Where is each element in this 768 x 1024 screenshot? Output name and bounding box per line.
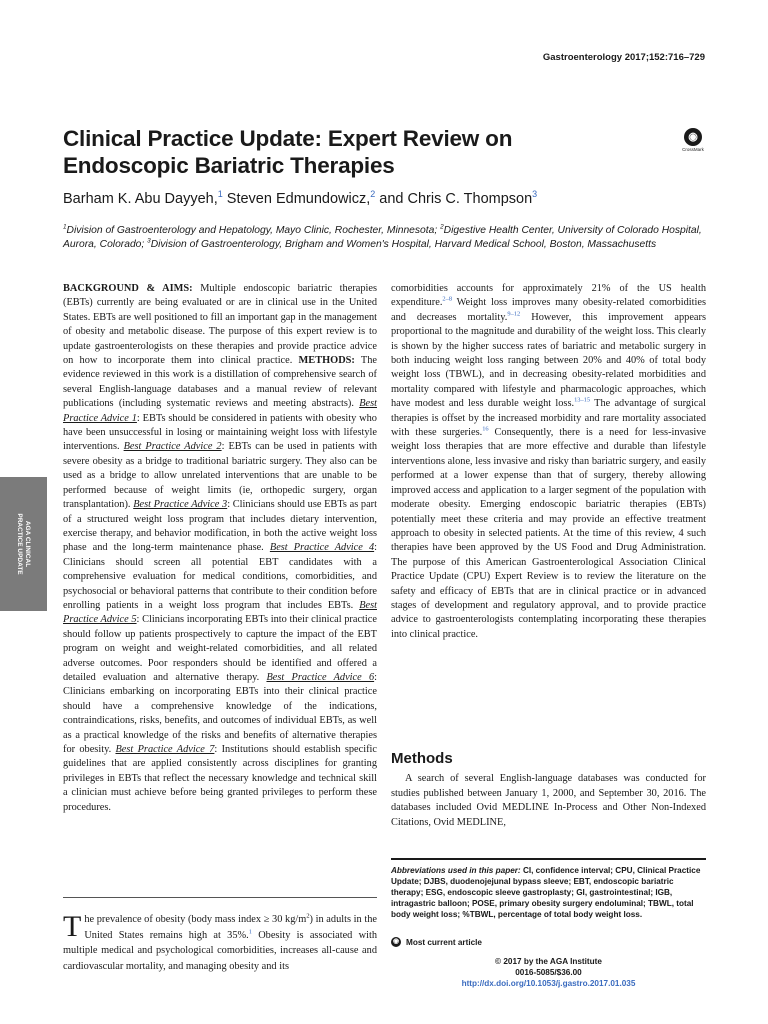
text-run: comorbidities accounts for approximately 21% of the US health expenditure. [391,283,706,309]
text-run: The evidence reviewed in this work is a distillation of comprehensive search of several English-language databases and a manual review of relevant publications (including systematic reviews and meeting abstracts). [63,355,377,410]
crossmark-badge[interactable] [680,128,706,158]
reference-link[interactable]: 9–12 [507,310,521,318]
methods-paragraph: A search of several English-language databases was conducted for studies published between January 1, 2000, and September 30, 2016. The databases included Ovid MEDLINE In-Process and Other Non-Indexed Citations, Ovid MEDLINE, [391,773,706,828]
copyright-line: © 2017 by the AGA Institute [495,957,602,966]
best-practice-advice-label: Best Practice Advice 1 [63,398,377,424]
abstract [63,282,377,815]
author-list [63,191,703,207]
best-practice-advice-label: Best Practice Advice 5 [63,599,377,626]
journal-citation: Gastroenterology 2017;152:716–729 [542,52,705,63]
author-affiliation-link[interactable]: 2 [370,189,376,200]
author-affiliation-link[interactable]: 1 [217,189,223,200]
affiliation-marker: 3 [147,237,151,245]
text-run: ) in adults in the United States remains high at 35%. [84,914,377,941]
most-current-label: Most current article [406,937,482,947]
section-label: METHODS: [298,355,355,367]
most-current-article[interactable] [391,937,482,947]
text-run: : Clinicians embarking on incorporating EBTs into their clinical practice should have a comprehensive knowledge of the indications, contraindications, risks, benefits, and outcomes of individual EBTs, as well as a practical knowledge of the risks and benefits of alternative therapies for obesity. [63,671,377,755]
author-name: Barham K. Abu Dayyeh, [63,191,218,207]
text-run: Obesity is associated with multiple medical and psychological comorbidities, increases all-cause and cardiovascular mortality, and managing obesity and its [63,929,377,972]
author-affiliation-link[interactable]: 3 [532,189,538,200]
text-run: : Institutions should establish specific guidelines that are applied consistently across disciplines for granting privileges in EBTs that reflect the necessary knowledge and technical skill a clinician must achieve before being granted privileges to perform these procedures. [63,744,378,813]
text-run: : Clinicians should screen all potential EBT candidates with a comprehensive evaluation for medical conditions, comorbidities, and psychosocial or behavioral patterns that contribute to their condition before enrolling patients in a weight loss program that includes EBTs. [63,542,377,611]
side-tab-line: AGA CLINICAL [24,520,31,568]
most-current-icon: ◉ [392,938,400,945]
methods-heading: Methods [391,750,453,767]
superscript: 2 [306,912,310,920]
text-run: : EBTs can be used in patients with severe obesity as a bridge to traditional bariatric surgery. They also can be used as a bridge to allow unrelated interventions that are unable to be performed because of weight limits (ie, orthopedic surgery, organ transplantation). [63,441,378,511]
crossmark-icon: ◉ [684,128,702,146]
side-tab-line: PRACTICE UPDATE [16,513,23,575]
authors-conjunction: and [379,191,404,207]
author-name: Steven Edmundowicz, [226,191,371,207]
best-practice-advice-label: Best Practice Advice 7 [115,744,215,755]
reference-link[interactable]: 16 [482,425,489,433]
best-practice-advice-label: Best Practice Advice 2 [123,441,222,453]
reference-link[interactable]: 2–8 [442,295,453,303]
doi-link[interactable]: http://dx.doi.org/10.1053/j.gastro.2017.01.035 [461,979,636,988]
crossmark-label: CrossMark [682,147,704,152]
text-run: Weight loss improves many obesity-related comorbidities and decreases mortality. [391,297,706,323]
affiliation-marker: 2 [440,223,444,231]
introduction-continued [391,282,706,642]
affiliation-marker: 1 [63,223,67,231]
reference-link[interactable]: 1 [248,928,252,936]
text-run: Consequently, there is a need for less-invasive weight loss therapies that are more effective and durable than lifestyle interventions alone, less invasive and risky than bariatric surgery, and easily performed at a lower expense than that of surgery, thereby allowing improved access and application to a larger segment of the population with moderate obesity. Emerging endoscopic bariatric therapies (EBTs) potentially meet these criteria and may provide an effective treatment approach to obesity in selected patients. At the time of this review, 4 such therapies have been approved by the US Food and Drug Administration. The purpose of this American Gastroenterological Association Clinical Practice Update (CPU) Expert Review is to review the literature on the safety and efficacy of EBTs that are in clinical practice or in advanced stages of development and regulatory approval, and to provide practice advice to gastroenterologists contemplating incorporating these therapies into clinical practice. [391,427,706,640]
text-run: The advantage of surgical therapies is offset by the increased morbidity and rare mortality associated with these surgeries. [391,398,706,439]
text-run: : EBTs should be considered in patients with obesity who have been unsuccessful in losing or maintaining weight loss with lifestyle interventions. [63,412,377,453]
text-run: : Clinicians incorporating EBTs into their clinical practice should follow up patients prospectively to capture the impact of the EBT program on weight and weight-related comorbidities, and all related adverse outcomes. Poor responders should be identified and offered a detailed evaluation and alternative therapy. [63,614,377,683]
introduction-paragraph [63,912,377,974]
divider [63,897,377,898]
best-practice-advice-label: Best Practice Advice 6 [266,671,375,683]
text-run: Multiple endoscopic bariatric therapies (EBTs) currently are being evaluated or are in clinical use in the United States. EBTs are well positioned to fill an important gap in the management of obesity and metabolic disease. The purpose of this expert review is to update gastroenterologists on these therapies and provide practice advice on how to incorporate them into clinical practice. [63,283,378,367]
section-label: BACKGROUND & AIMS: [63,283,193,294]
article-title: Clinical Practice Update: Expert Review on Endoscopic Bariatric Therapies [63,126,513,178]
drop-cap: T [63,910,82,943]
text-run: he prevalence of obesity (body mass index ≥ 30 kg/m [84,914,307,925]
text-run: : Clinicians should use EBTs as part of a structured weight loss program that includes dietary intervention, exercise therapy, and behavior modification, in both the active weight loss phase and the long-term maintenance phase. [63,499,378,554]
abbreviations-text: CI, confidence interval; CPU, Clinical Practice Update; DJBS, duodenojejunal bypass sleeve; EBT, endoscopic bariatric therapy; ESG, endoscopic sleeve gastroplasty; GI, gastrointestinal; IGB, intragastric balloon; POSE, primary obesity surgery endoluminal; TBWL, total body weight loss; %TBWL, percentage of total body weight loss. [391,866,701,919]
best-practice-advice-label: Best Practice Advice 3 [133,499,228,511]
abbreviations-label: Abbreviations used in this paper: [391,866,521,875]
abbreviations-footnote [391,866,706,921]
best-practice-advice-label: Best Practice Advice 4 [269,542,375,554]
affiliation-text: Division of Gastroenterology, Brigham and Women's Hospital, Harvard Medical School, Boston, Massachusetts [150,238,657,250]
affiliations [63,224,705,251]
introduction-text [63,910,377,972]
affiliation-text: Division of Gastroenterology and Hepatology, Mayo Clinic, Rochester, Minnesota; [66,225,441,236]
copyright-block [391,956,706,989]
author-name: Chris C. Thompson [407,191,533,207]
reference-link[interactable]: 13–15 [574,396,591,404]
issn-price: 0016-5085/$36.00 [515,968,582,977]
affiliation-text: Digestive Health Center, University of Colorado Hospital, Aurora, Colorado; [63,225,702,250]
text-run: However, this improvement appears proportional to the magnitude and durability of the weight loss. This clearly is shown by the higher success rates of bariatric and metabolic surgery in both inducing weight loss ranging between 20% and 40% of total body weight loss (TBWL), and in decreasing obesity-related morbidities and mortality compared with lifestyle and pharmacologic approaches, which have modest and less durable weight loss. [391,311,706,410]
divider [391,858,706,860]
section-side-tab [0,477,47,611]
